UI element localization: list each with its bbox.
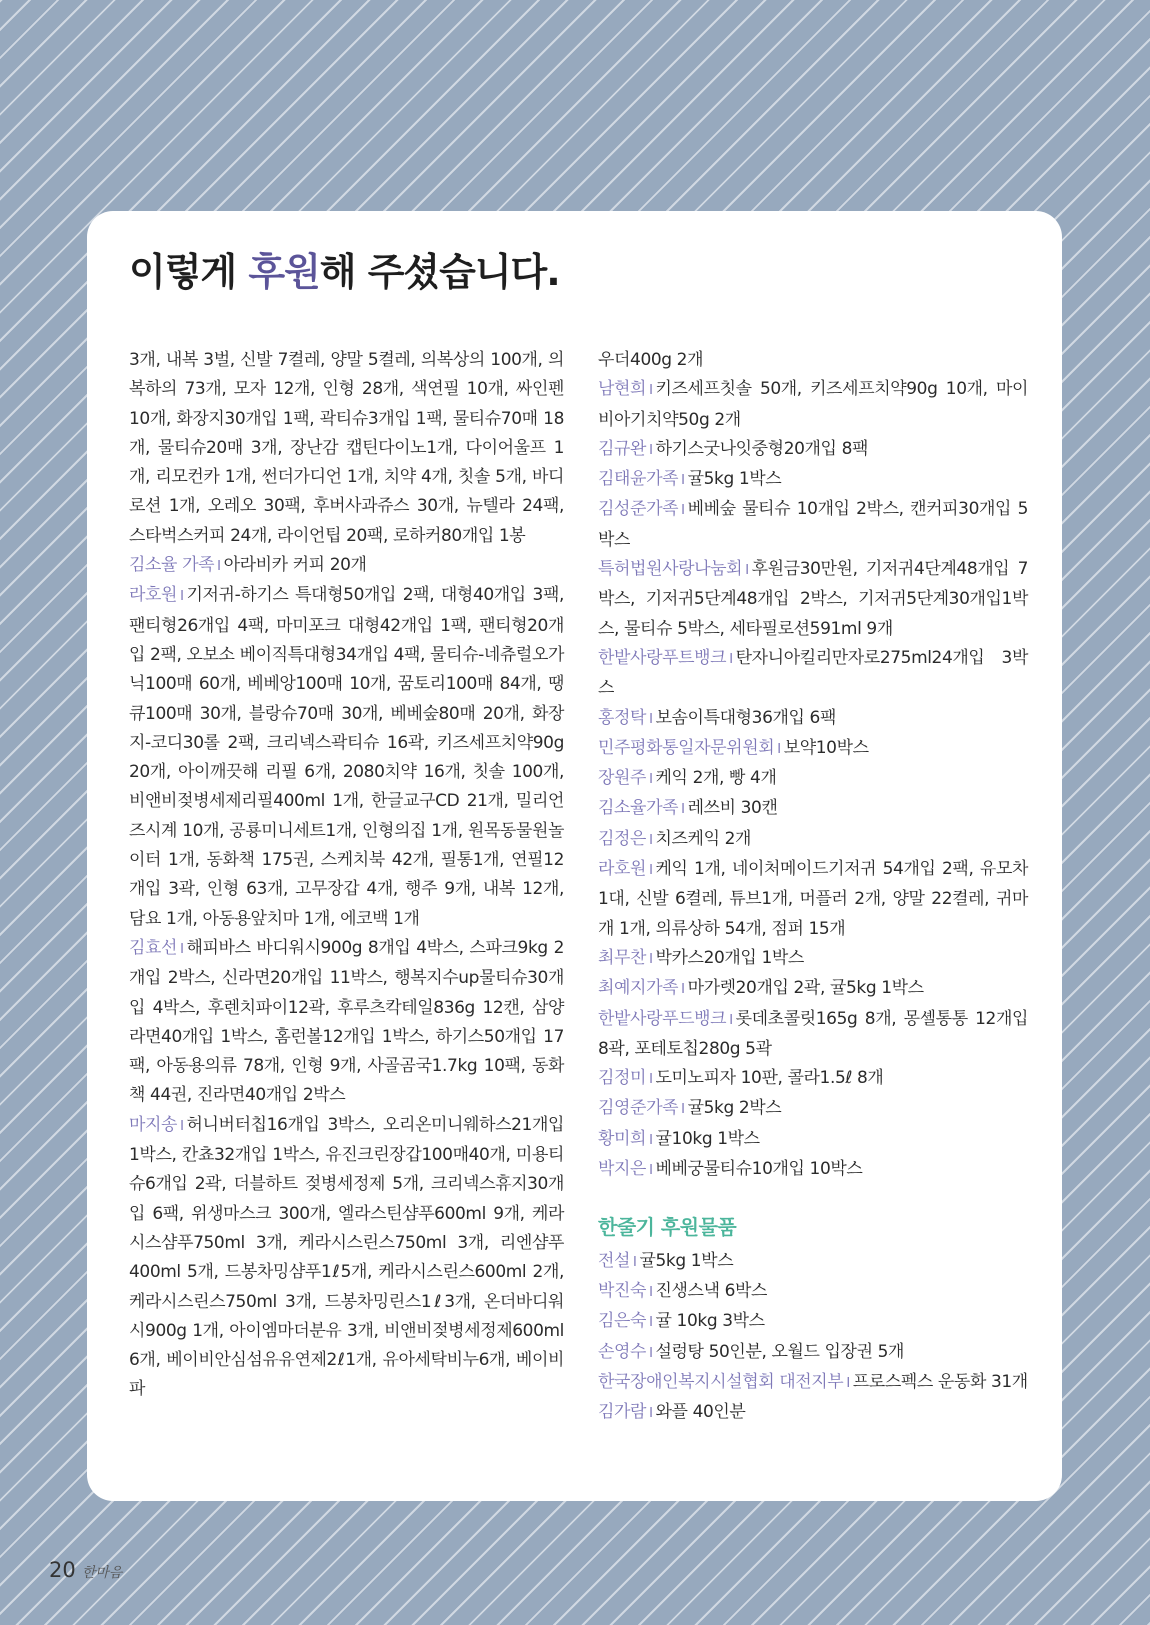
donor-name: 김은숙	[598, 1311, 647, 1332]
separator-mark: I	[681, 503, 685, 519]
donated-items: 키즈세프칫솔 50개, 키즈세프치약90g 10개, 마이비아기치약50g 2개	[598, 379, 1028, 430]
donation-entry	[598, 346, 1028, 375]
left-column	[129, 346, 564, 1405]
donated-items: 케익 1개, 네이처메이드기저귀 54개입 2팩, 유모차 1대, 신발 6켤레, 튜브1개, 머플러 2개, 양말 22켤레, 귀마개 1개, 의류상하 54개, 점퍼 15개	[598, 859, 1028, 939]
separator-mark: I	[633, 1254, 637, 1270]
donation-entry	[598, 465, 1028, 495]
donated-items: 레쓰비 30캔	[687, 798, 778, 819]
donated-items: 마가렛20개입 2곽, 귤5kg 1박스	[687, 978, 924, 999]
separator-mark: I	[649, 1072, 653, 1088]
separator-mark: I	[649, 863, 653, 879]
donor-name: 최무찬	[598, 947, 647, 968]
donated-items: 우더400g 2개	[598, 350, 704, 370]
separator-mark: I	[681, 1102, 685, 1118]
donation-entry	[598, 644, 1028, 704]
donated-items: 후원금30만원, 기저귀4단계48개입 7박스, 기저귀5단계48개입 2박스, 기저귀5단계30개입1박스, 물티슈 5박스, 세타필로션591ml 9개	[598, 559, 1028, 639]
donation-entry	[129, 581, 564, 934]
separator-mark: I	[649, 951, 653, 967]
separator-mark: I	[649, 832, 653, 848]
separator-mark: I	[649, 383, 653, 399]
donation-entry	[598, 974, 1028, 1004]
donated-items: 설렁탕 50인분, 오월드 입장권 5개	[655, 1341, 905, 1362]
separator-mark: I	[180, 589, 184, 605]
donor-name: 김효선	[129, 937, 178, 958]
separator-mark: I	[649, 1163, 653, 1179]
donation-entry	[598, 704, 1028, 734]
magazine-logo: 한마음	[81, 1565, 123, 1581]
donation-entry	[598, 734, 1028, 764]
right-column	[598, 346, 1028, 1428]
separator-mark: I	[180, 1118, 184, 1134]
separator-mark: I	[745, 563, 749, 579]
donation-entry	[129, 934, 564, 1111]
donor-name: 장원주	[598, 768, 647, 789]
separator-mark: I	[681, 982, 685, 998]
donation-entry	[598, 1005, 1028, 1065]
donated-items: 귤 10kg 3박스	[655, 1311, 765, 1332]
donor-name: 한밭사랑푸트뱅크	[598, 647, 727, 668]
donation-entry	[598, 1155, 1028, 1185]
page-number: 20	[49, 1558, 76, 1582]
separator-mark: I	[681, 473, 685, 489]
separator-mark: I	[729, 651, 733, 667]
donation-entry	[598, 1094, 1028, 1124]
donated-items: 탄자니아킬리만자로275ml24개입 3박스	[598, 647, 1028, 699]
donor-name: 손영수	[598, 1341, 647, 1362]
donation-entry	[598, 375, 1028, 435]
donated-items: 롯데초콜릿165g 8개, 몽셸통통 12개입 8곽, 포테토칩280g 5곽	[598, 1008, 1028, 1059]
donated-items: 3개, 내복 3벌, 신발 7켤레, 양말 5켤레, 의복상의 100개, 의복하의 73개, 모자 12개, 인형 28개, 색연필 10개, 싸인펜 10개, 화장지30개입 1팩, 곽티슈3개입 1팩, 물티슈70매 18개, 물티슈20매 3개, 장난감 캡틴다이노1개, 다이어울프 1개, 리모컨카 1개, 썬더가디언 1개, 치약 4개, 칫솔 5개, 바디로션 1개, 오레오 30팩, 후버사과쥬스 30개, 뉴텔라 24팩, 스타벅스커피 24개, 라이언팁 20팩, 로하커80개입 1봉	[129, 350, 564, 546]
donation-entry	[598, 1125, 1028, 1155]
donor-name: 박지은	[598, 1159, 647, 1180]
donor-name: 한밭사랑푸드뱅크	[598, 1008, 727, 1029]
separator-mark: I	[729, 1012, 733, 1028]
donor-name: 홍정탁	[598, 707, 647, 728]
donated-items: 베베숲 물티슈 10개입 2박스, 캔커피30개입 5박스	[598, 499, 1028, 550]
donor-name: 김정은	[598, 828, 647, 849]
separator-mark: I	[649, 772, 653, 788]
donation-entry	[598, 825, 1028, 855]
donated-items: 와플 40인분	[655, 1402, 746, 1423]
donated-items: 치즈케익 2개	[655, 828, 752, 849]
separator-mark: I	[649, 711, 653, 727]
donor-name: 김영준가족	[598, 1098, 679, 1119]
separator-mark: I	[649, 442, 653, 458]
section-title: 한줄기 후원물품	[598, 1215, 737, 1240]
donor-name: 라호원	[129, 585, 178, 606]
donation-entry	[598, 1398, 1028, 1428]
donation-entry	[598, 1064, 1028, 1094]
donor-name: 김성준가족	[598, 499, 679, 520]
donation-list	[598, 346, 1028, 1185]
page-title	[129, 241, 560, 296]
title-after: 해 주셨습니다.	[319, 250, 560, 294]
donor-name: 김소율 가족	[129, 555, 215, 576]
donor-name: 민주평화통일자문위원회	[598, 737, 775, 758]
donated-items: 허니버터칩16개입 3박스, 오리온미니웨하스21개입 1박스, 칸쵸32개입 1박스, 유진크린장갑100매40개, 미용티슈6개입 2곽, 더블하트 젖병세정제 5개, 크리넥스휴지30개입 6팩, 위생마스크 300개, 엘라스틴샴푸600ml 9개, 케라시스샴푸750ml 3개, 케라시스린스750ml 3개, 리엔샴푸400ml 5개, 드봉차밍샴푸1ℓ5개, 케라시스린스600ml 2개, 케라시스린스750ml 3개, 드봉차밍린스1ℓ3개, 온더바디워시900g 1개, 아이엠마더분유 3개, 비앤비젖병세정제600ml 6개, 베이비안심섬유유연제2ℓ1개, 유아세탁비누6개, 베이비파	[129, 1114, 564, 1400]
donation-entry	[598, 1368, 1028, 1398]
separator-mark: I	[649, 1315, 653, 1331]
donor-name: 박진숙	[598, 1280, 647, 1301]
donated-items: 귤10kg 1박스	[655, 1128, 760, 1149]
content-card	[87, 211, 1062, 1501]
donor-name: 남현희	[598, 379, 647, 400]
separator-mark: I	[846, 1375, 850, 1391]
donation-entry	[598, 1338, 1028, 1368]
donation-entry	[598, 855, 1028, 944]
donated-items: 해피바스 바디워시900g 8개입 4박스, 스파크9kg 2개입 2박스, 신라면20개입 11박스, 행복지수up물티슈30개입 4박스, 후렌치파이12곽, 후루츠칵테일836g 12캔, 삼양라면40개입 1박스, 홈런볼12개입 1박스, 하기스50개입 17팩, 아동용의류 78개, 인형 9개, 사골곰국1.7kg 10팩, 동화책 44권, 진라면40개입 2박스	[129, 937, 564, 1106]
donated-items: 케익 2개, 빵 4개	[655, 768, 777, 789]
donation-entry	[598, 555, 1028, 644]
donor-name: 김정미	[598, 1068, 647, 1089]
donated-items: 박카스20개입 1박스	[655, 947, 804, 968]
donated-items: 진생스낵 6박스	[655, 1280, 768, 1301]
donation-entry	[129, 1111, 564, 1405]
donor-name: 특허법원사랑나눔회	[598, 559, 743, 580]
donation-entry	[598, 794, 1028, 824]
donation-entry	[129, 346, 564, 551]
donor-name: 전설	[598, 1250, 631, 1271]
donation-entry	[598, 764, 1028, 794]
donated-items: 귤5kg 1박스	[639, 1250, 734, 1271]
donated-items: 보약10박스	[783, 737, 869, 758]
donor-name: 김가람	[598, 1402, 647, 1423]
title-before: 이렇게	[129, 250, 249, 294]
separator-mark: I	[649, 1406, 653, 1422]
donor-name: 한국장애인복지시설협회 대전지부	[598, 1371, 844, 1392]
donated-items: 귤5kg 1박스	[687, 469, 782, 490]
donation-entry	[598, 435, 1028, 465]
donor-name: 라호원	[598, 859, 647, 880]
separator-mark: I	[217, 559, 221, 575]
donated-items: 귤5kg 2박스	[687, 1098, 782, 1119]
donated-items: 베베궁물티슈10개입 10박스	[655, 1159, 863, 1180]
donor-name: 마지송	[129, 1114, 178, 1135]
separator-mark: I	[180, 941, 184, 957]
separator-mark: I	[649, 1132, 653, 1148]
donated-items: 보솜이특대형36개입 6팩	[655, 707, 836, 728]
donated-items: 프로스펙스 운동화 31개	[852, 1371, 1028, 1392]
donated-items: 아라비카 커피 20개	[223, 555, 367, 576]
donor-name: 김태윤가족	[598, 469, 679, 490]
donated-items: 하기스굿나잇중형20개입 8팩	[655, 438, 869, 459]
donor-name: 김소율가족	[598, 798, 679, 819]
donation-entry	[598, 1277, 1028, 1307]
donated-items: 도미노피자 10판, 콜라1.5ℓ 8개	[655, 1068, 884, 1089]
donation-entry	[598, 1307, 1028, 1337]
donated-items: 기저귀-하기스 특대형50개입 2팩, 대형40개입 3팩, 팬티형26개입 4팩, 마미포크 대형42개입 1팩, 팬티형20개입 2팩, 오보소 베이직특대형34개입 4팩, 물티슈-네츄럴오가닉100매 60개, 베베앙100매 10개, 꿈토리100매 84개, 땡큐100매 30개, 블랑슈70매 30개, 베베숲80매 20개, 화장지-코디30롤 2팩, 크리넥스곽티슈 16곽, 키즈세프치약90g 20개, 아이깨끗해 리필 6개, 2080치약 16개, 칫솔 100개, 비앤비젖병세제리필400ml 1개, 한글교구CD 21개, 밀리언즈시계 10개, 공룡미니세트1개, 인형의집 1개, 원목동물원놀이터 1개, 동화책 175권, 스케치북 42개, 필통1개, 연필12개입 3곽, 인형 63개, 고무장갑 4개, 행주 9개, 내복 12개, 담요 1개, 아동용앞치마 1개, 에코백 1개	[129, 585, 564, 929]
separator-mark: I	[777, 741, 781, 757]
donor-name: 최예지가족	[598, 978, 679, 999]
page-footer	[49, 1558, 122, 1582]
separator-mark: I	[649, 1345, 653, 1361]
donation-entry	[598, 1247, 1028, 1277]
separator-mark: I	[681, 802, 685, 818]
donor-name: 김규완	[598, 438, 647, 459]
separator-mark: I	[649, 1284, 653, 1300]
donation-entry	[598, 944, 1028, 974]
donor-name: 황미희	[598, 1128, 647, 1149]
donation-entry	[598, 495, 1028, 555]
donation-entry	[129, 551, 564, 581]
title-accent: 후원	[248, 250, 320, 294]
section-list	[598, 1247, 1028, 1429]
